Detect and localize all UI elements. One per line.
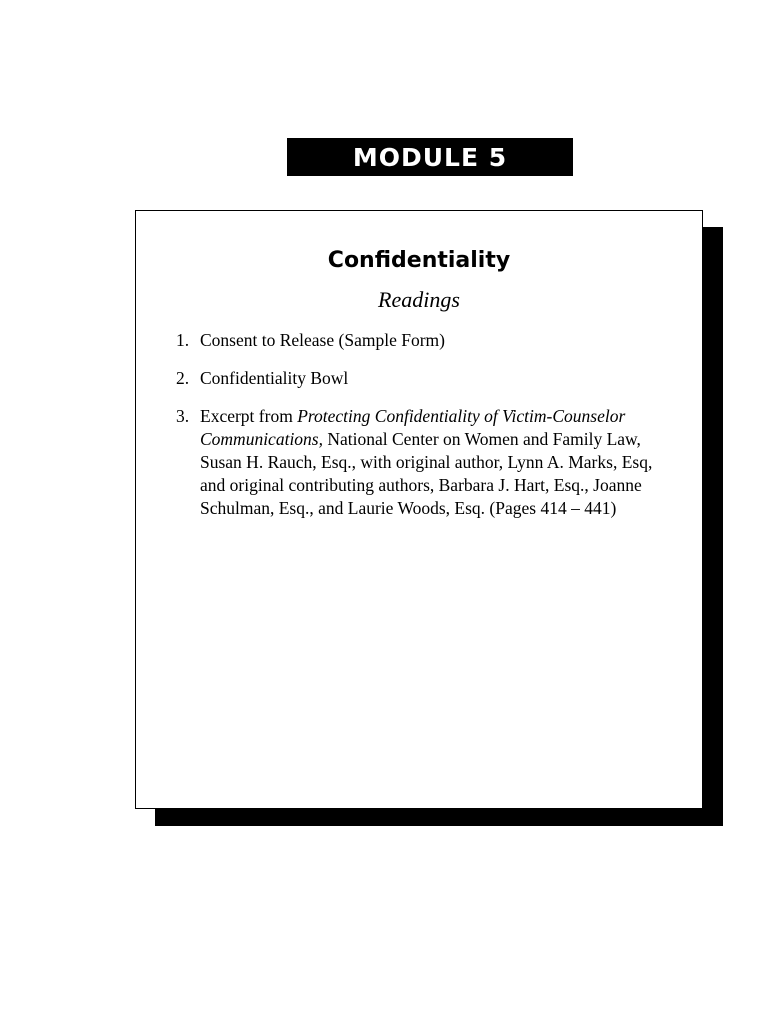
- reading-suffix: National Center on Women and Family Law, Susan H. Rauch, Esq., with original author, Lynn A. Marks, Esq, and original contributing authors, Barbara J. Hart, Esq., Joanne Schulman, Esq., and Laurie Woods, Esq. (Pages 414 – 441): [200, 429, 653, 518]
- reading-number: 1.: [176, 330, 190, 350]
- card-title: Confidentiality: [327, 248, 511, 273]
- reading-prefix: Excerpt from: [200, 406, 298, 426]
- reading-list: [176, 329, 676, 535]
- reading-item-2: [176, 367, 676, 390]
- module-banner: MODULE 5: [287, 138, 573, 176]
- reading-text: Confidentiality Bowl: [200, 368, 349, 388]
- reading-number: 2.: [176, 368, 190, 388]
- reading-text: Consent to Release (Sample Form): [200, 330, 445, 350]
- card-subtitle: Readings: [378, 287, 460, 312]
- reading-number: 3.: [176, 406, 190, 426]
- readings-card: [135, 210, 703, 809]
- reading-item-1: [176, 329, 676, 352]
- reading-item-3: [176, 405, 676, 520]
- reading-publication-title: Protecting Confidentiality of Victim-Counselor Communications,: [200, 406, 626, 449]
